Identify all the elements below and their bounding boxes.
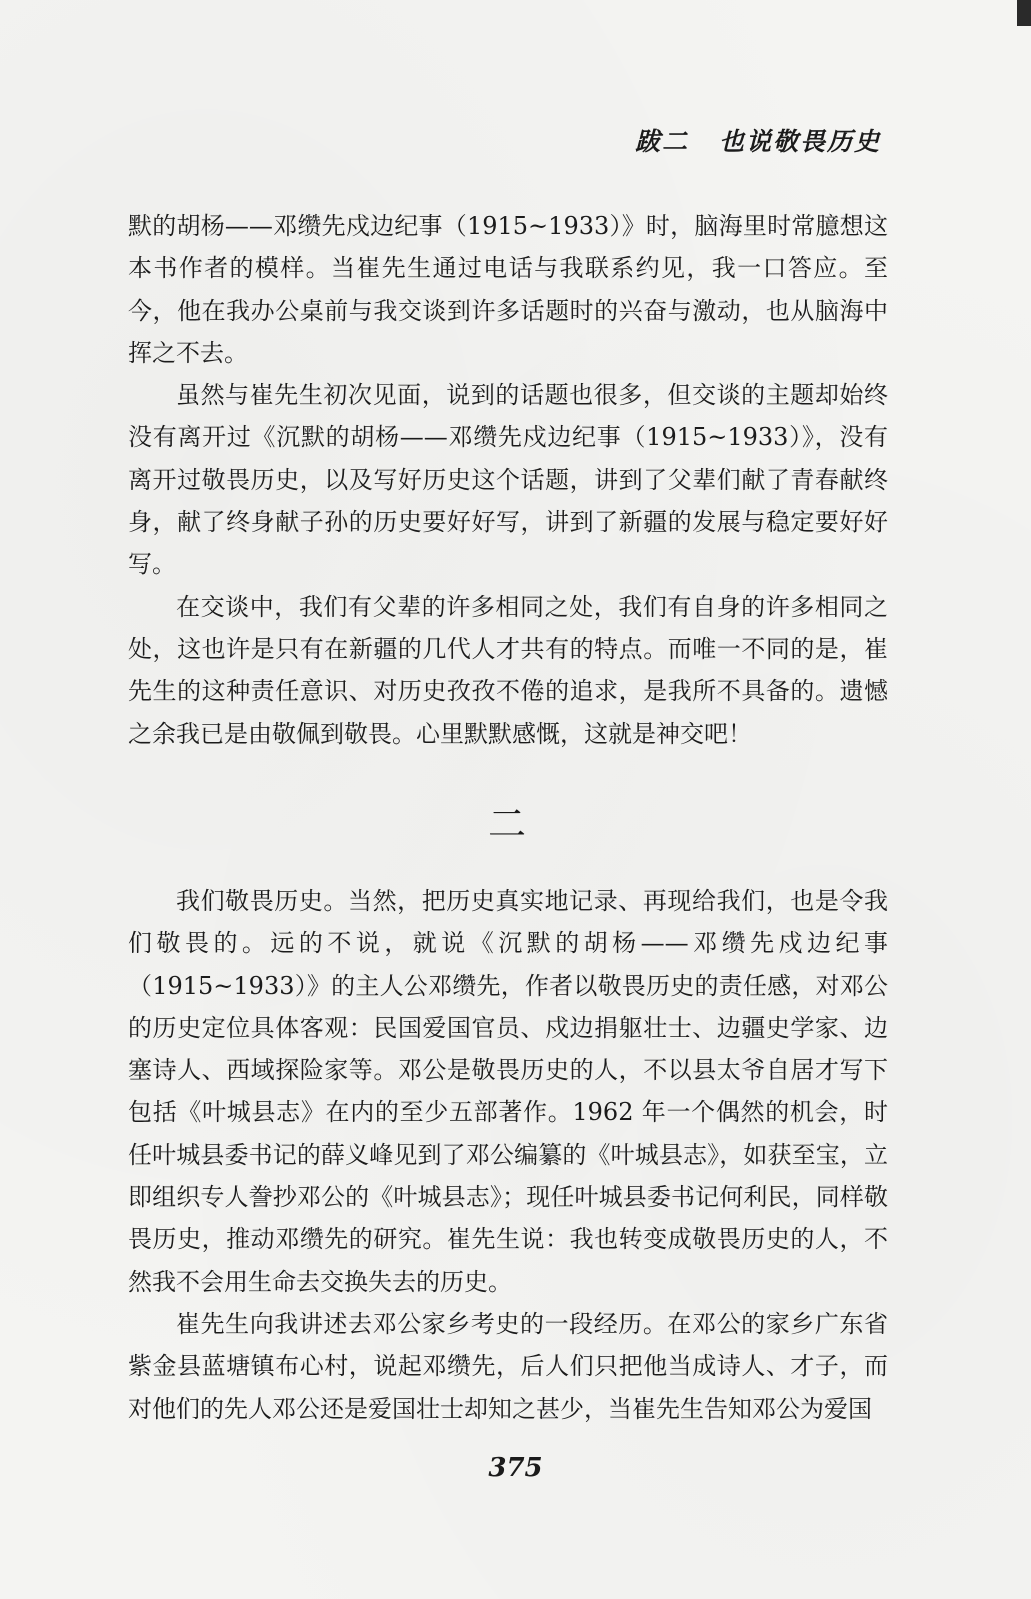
section-number: 二 — [488, 802, 527, 846]
header-title: 也说敬畏历史 — [718, 127, 881, 156]
paragraph: 虽然与崔先生初次见面，说到的话题也很多，但交谈的主题却始终没有离开过《沉默的胡杨——邓缵先戍边纪事（1915~1933）》，没有离开过敬畏历史，以及写好历史这个话题，讲到了父辈们献了青春献终身，献了终身献子孙的历史要好好写，讲到了新疆的发展与稳定要好好写。 — [128, 381, 888, 579]
running-header — [635, 122, 881, 158]
paragraph: 在交谈中，我们有父辈的许多相同之处，我们有自身的许多相同之处，这也许是只有在新疆的几代人才共有的特点。而唯一不同的是，崔先生的这种责任意识、对历史孜孜不倦的追求，是我所不具备的。遗憾之余我已是由敬佩到敬畏。心里默默感慨，这就是神交吧！ — [128, 592, 888, 748]
body-text-before-section — [128, 205, 888, 755]
paragraph-continued: 默的胡杨——邓缵先戍边纪事（1915~1933）》时，脑海里时常臆想这本书作者的模样。当崔先生通过电话与我联系约见，我一口答应。至今，他在我办公桌前与我交谈到许多话题时的兴奋与激动，也从脑海中挥之不去。 — [128, 212, 888, 367]
page-number: 375 — [488, 1453, 543, 1483]
paragraph: 崔先生向我讲述去邓公家乡考史的一段经历。在邓公的家乡广东省紫金县蓝塘镇布心村，说起邓缵先，后人们只把他当成诗人、才子，而对他们的先人邓公还是爱国壮士却知之甚少，当崔先生告知邓公为爱国 — [128, 1309, 888, 1423]
header-chapter: 跋二 — [634, 127, 689, 156]
scan-edge-mark — [1017, 0, 1031, 26]
paragraph: 我们敬畏历史。当然，把历史真实地记录、再现给我们，也是令我们敬畏的。远的不说，就说《沉默的胡杨——邓缵先戍边纪事（1915~1933）》的主人公邓缵先，作者以敬畏历史的责任感，对邓公的历史定位具体客观：民国爱国官员、戍边捐躯壮士、边疆史学家、边塞诗人、西域探险家等。邓公是敬畏历史的人，不以县太爷自居才写下包括《叶城县志》在内的至少五部著作。1962 年一个偶然的机会，时任叶城县委书记的薛义峰见到了邓公编纂的《叶城县志》，如获至宝，立即组织专人誊抄邓公的《叶城县志》；现任叶城县委书记何利民，同样敬畏历史，推动邓缵先的研究。崔先生说：我也转变成敬畏历史的人，不然我不会用生命去交换失去的历史。 — [128, 887, 888, 1296]
body-text-section-two — [128, 880, 888, 1430]
